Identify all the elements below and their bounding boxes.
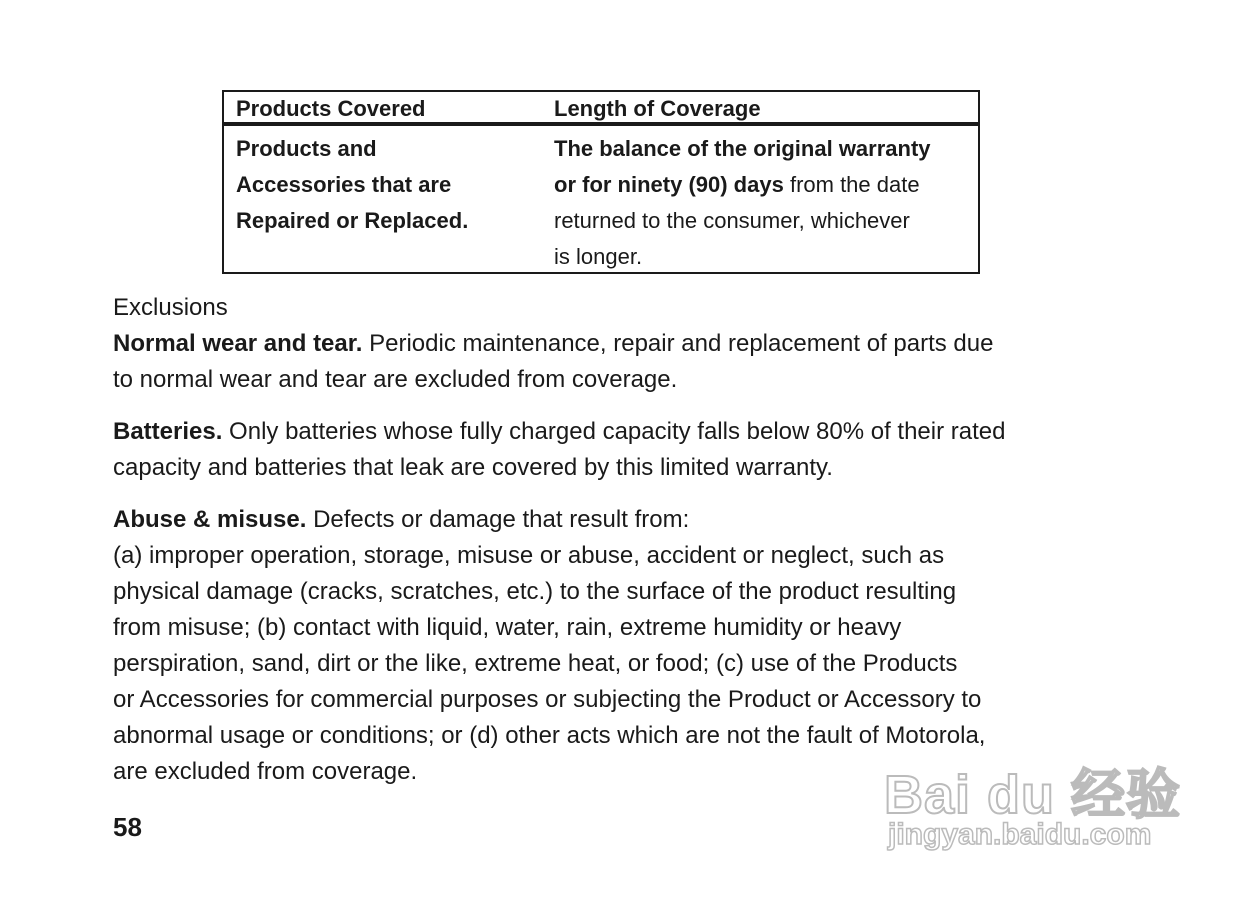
normal-wear-title: Normal wear and tear. [113,330,363,357]
baidu-logo: Bai du 经验 [884,765,1182,825]
batteries-paragraph [113,414,1093,486]
abuse-paragraph [113,502,1093,790]
abuse-line: physical damage (cracks, scratches, etc.) to the surface of the product resulting [113,578,957,605]
header-length-of-coverage: Length of Coverage [554,96,761,121]
products-line: Repaired or Replaced. [236,208,469,233]
watermark-url: jingyan.baidu.com [888,818,1152,851]
normal-wear-text: Periodic maintenance, repair and replacement of parts due [362,330,994,357]
coverage-line-bold: or for ninety (90) days [554,172,784,197]
coverage-line-rest: from the date [783,172,920,197]
normal-wear-text: to normal wear and tear are excluded from coverage. [113,366,678,393]
header-products-covered: Products Covered [236,96,426,121]
coverage-cell [554,131,974,275]
abuse-text: Defects or damage that result from: [306,506,690,533]
abuse-line: or Accessories for commercial purposes or subjecting the Product or Accessory to [113,686,982,713]
abuse-title: Abuse & misuse. [113,506,307,533]
products-line: Products and [236,136,377,161]
coverage-line: is longer. [554,244,643,269]
abuse-line: perspiration, sand, dirt or the like, extreme heat, or food; (c) use of the Products [113,650,958,677]
page-number: 58 [113,812,142,842]
products-line: Accessories that are [236,172,452,197]
abuse-line: abnormal usage or conditions; or (d) other acts which are not the fault of Motorola, [113,722,986,749]
exclusions-heading [113,290,1093,326]
coverage-table [222,90,980,274]
abuse-line: (a) improper operation, storage, misuse or abuse, accident or neglect, such as [113,542,945,569]
batteries-text: Only batteries whose fully charged capacity falls below 80% of their rated [222,418,1006,445]
normal-wear-paragraph [113,326,1093,398]
exclusions-heading-text: Exclusions [113,294,228,321]
coverage-line: returned to the consumer, whichever [554,208,910,233]
products-cell [236,131,536,239]
batteries-title: Batteries. [113,418,223,445]
batteries-text: capacity and batteries that leak are covered by this limited warranty. [113,454,833,481]
table-header [224,92,978,126]
abuse-line: are excluded from coverage. [113,758,418,785]
baidu-watermark [884,752,1184,862]
abuse-line: from misuse; (b) contact with liquid, water, rain, extreme humidity or heavy [113,614,902,641]
coverage-line-bold: The balance of the original warranty [554,136,931,161]
